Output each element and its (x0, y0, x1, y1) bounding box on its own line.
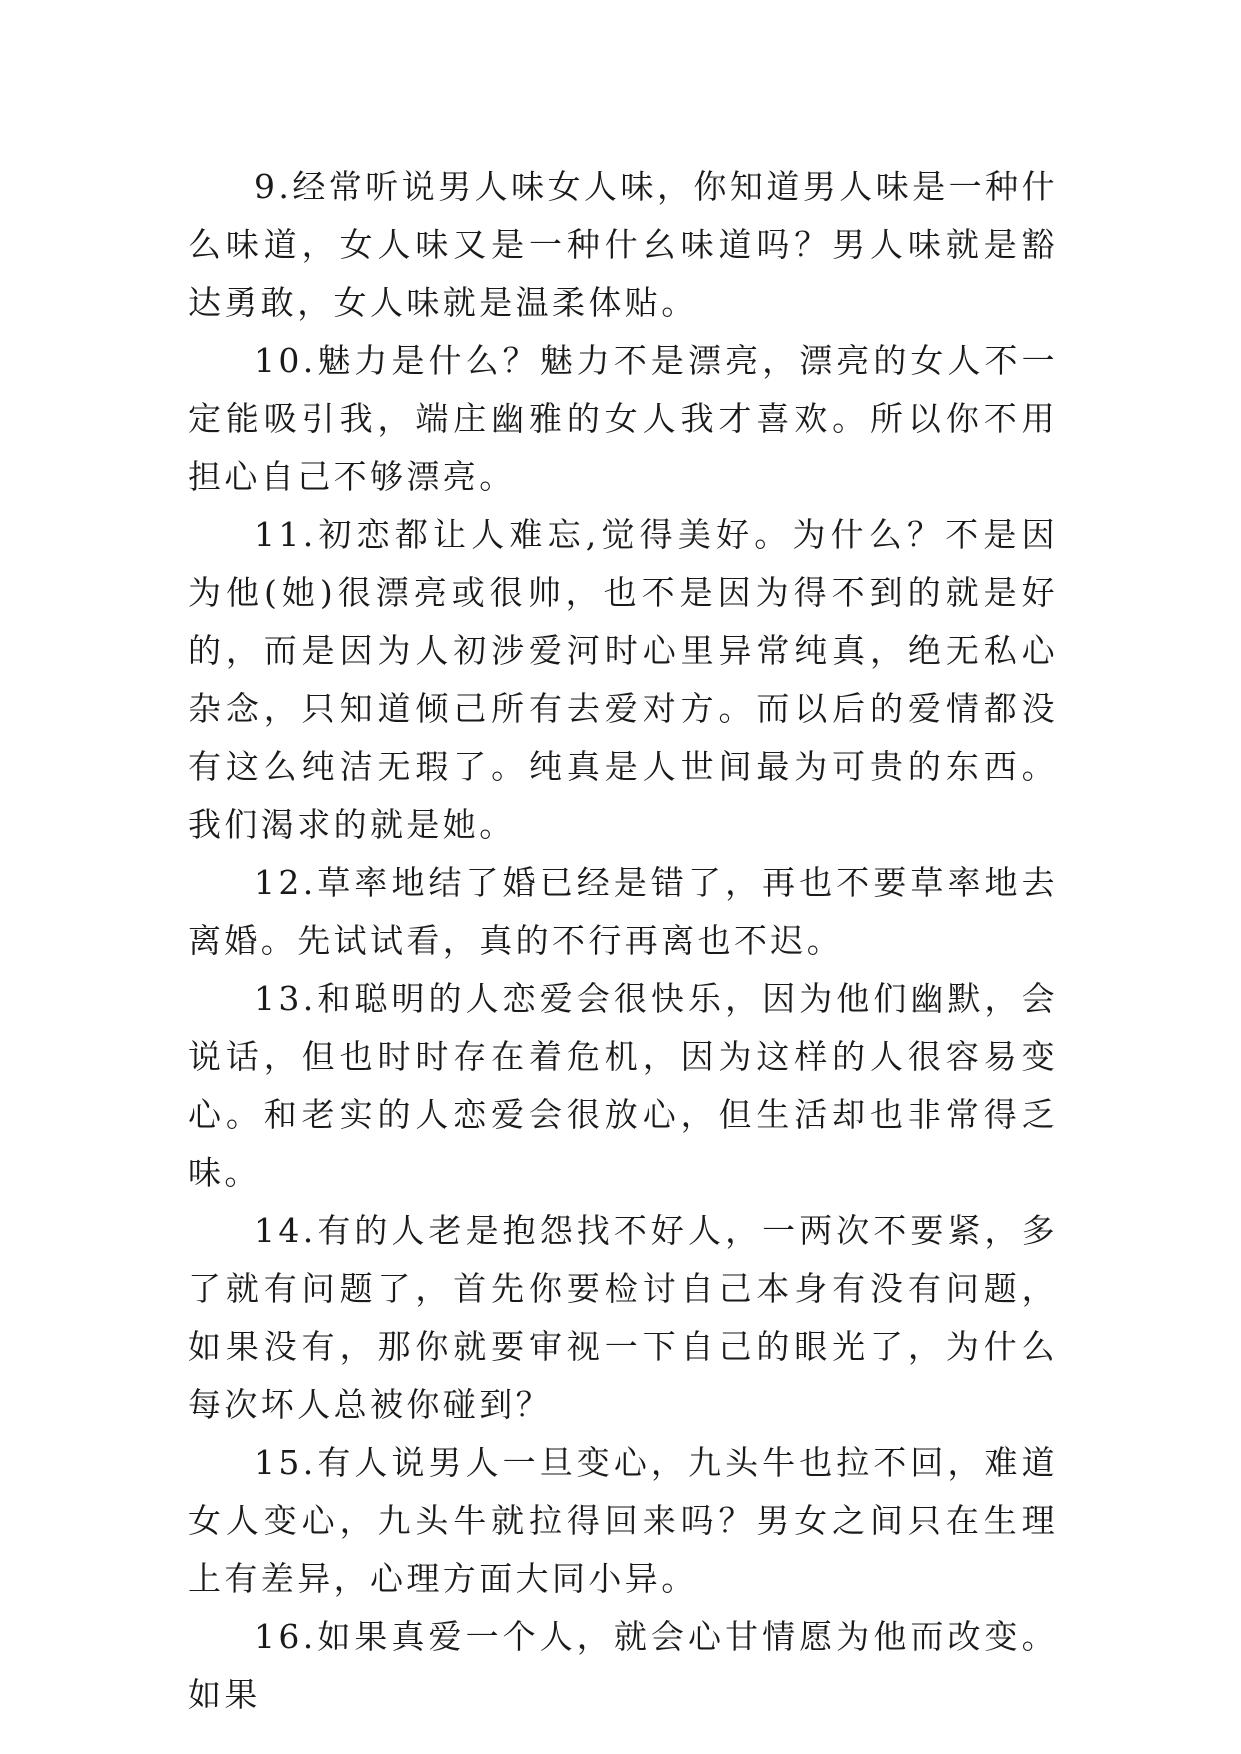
paragraph-12: 12.草率地结了婚已经是错了，再也不要草率地去离婚。先试试看，真的不行再离也不迟。 (188, 863, 1058, 960)
paragraph-9: 9.经常听说男人味女人味，你知道男人味是一种什么味道，女人味又是一种什幺味道吗？男人味就是豁达勇敢，女人味就是温柔体贴。 (188, 167, 1058, 322)
paragraph-11: 11.初恋都让人难忘,觉得美好。为什么？不是因为他(她)很漂亮或很帅，也不是因为得不到的就是好的，而是因为人初涉爱河时心里异常纯真，绝无私心杂念，只知道倾己所有去爱对方。而以后的爱情都没有这么纯洁无瑕了。纯真是人世间最为可贵的东西。我们渴求的就是她。 (188, 515, 1058, 844)
paragraph-16: 16.如果真爱一个人，就会心甘情愿为他而改变。如果 (188, 1617, 1058, 1714)
paragraph-13: 13.和聪明的人恋爱会很快乐，因为他们幽默，会说话，但也时时存在着危机，因为这样的人很容易变心。和老实的人恋爱会很放心，但生活却也非常得乏味。 (188, 979, 1058, 1192)
paragraph-14: 14.有的人老是抱怨找不好人，一两次不要紧，多了就有问题了，首先你要检讨自己本身有没有问题，如果没有，那你就要审视一下自己的眼光了，为什么每次坏人总被你碰到？ (188, 1211, 1058, 1424)
document-page (188, 158, 1058, 1724)
paragraph-10: 10.魅力是什么？魅力不是漂亮，漂亮的女人不一定能吸引我，端庄幽雅的女人我才喜欢。所以你不用担心自己不够漂亮。 (188, 341, 1058, 496)
paragraph-15: 15.有人说男人一旦变心，九头牛也拉不回，难道女人变心，九头牛就拉得回来吗？男女之间只在生理上有差异，心理方面大同小异。 (188, 1443, 1058, 1598)
